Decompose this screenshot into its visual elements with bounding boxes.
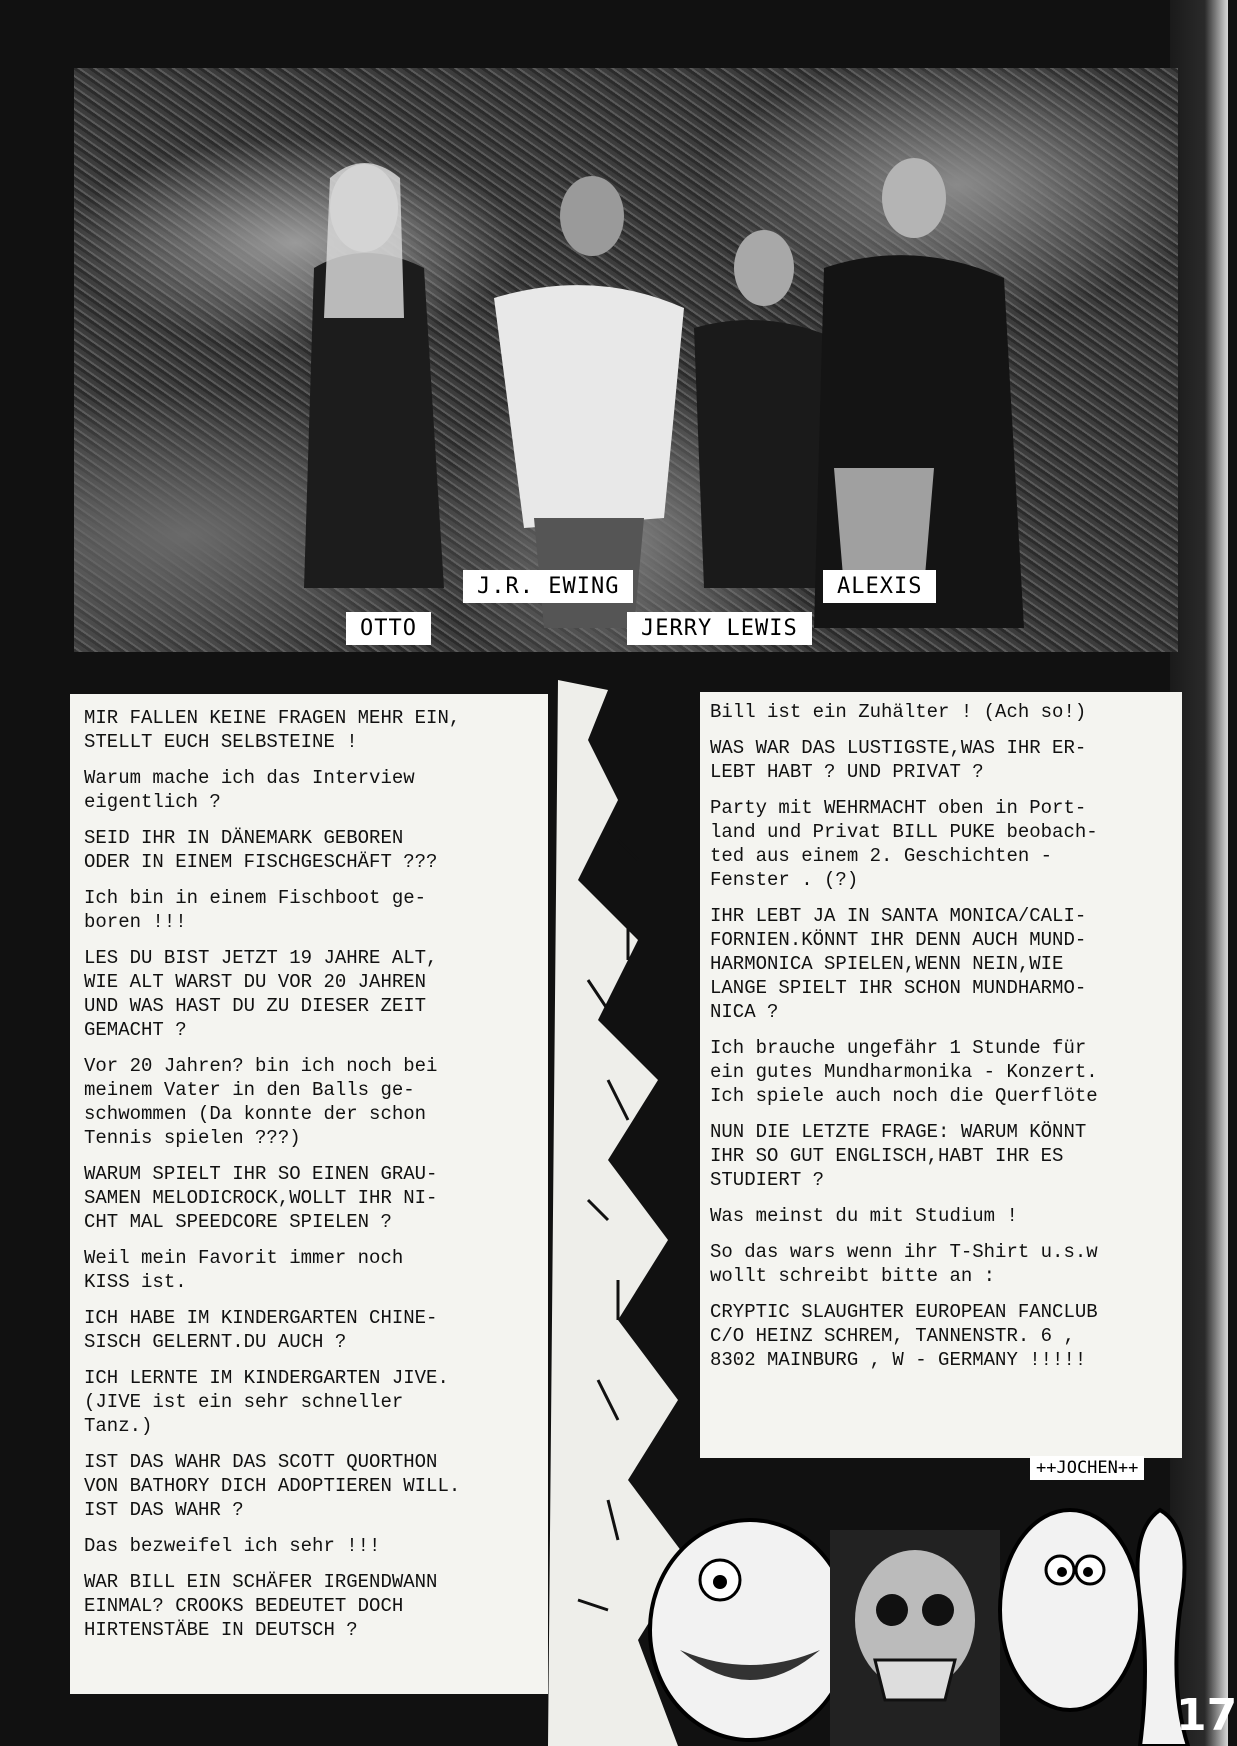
monster-left-icon	[650, 1520, 850, 1740]
interview-line: Das bezweifel ich sehr !!!	[84, 1535, 381, 1557]
interview-line: Vor 20 Jahren? bin ich noch bei meinem Vater in den Balls ge- schwommen (Da konnte der schon Tennis spielen ???)	[84, 1055, 438, 1149]
caption-alexis: ALEXIS	[823, 570, 936, 603]
band-photo-figures	[74, 68, 1178, 652]
caption-otto: OTTO	[346, 612, 431, 645]
interview-line: WAS WAR DAS LUSTIGSTE,WAS IHR ER- LEBT HABT ? UND PRIVAT ?	[710, 737, 1087, 783]
interview-line: Party mit WEHRMACHT oben in Port- land und Privat BILL PUKE beobach- ted aus einem 2. Geschichten - Fenster . (?)	[710, 797, 1098, 891]
interview-line: LES DU BIST JETZT 19 JAHRE ALT, WIE ALT WARST DU VOR 20 JAHREN UND WAS HAST DU ZU DIESER ZEIT GEMACHT ?	[84, 947, 438, 1041]
cartoon-illustration	[640, 1470, 1200, 1746]
caption-jr-ewing: J.R. EWING	[463, 570, 633, 603]
skull-icon	[830, 1530, 1000, 1746]
interview-line: IST DAS WAHR DAS SCOTT QUORTHON VON BATHORY DICH ADOPTIEREN WILL. IST DAS WAHR ?	[84, 1451, 461, 1521]
author-signature: ++JOCHEN++	[1030, 1456, 1144, 1480]
interview-line: Ich bin in einem Fischboot ge- boren !!!	[84, 887, 427, 933]
interview-line: CRYPTIC SLAUGHTER EUROPEAN FANCLUB C/O HEINZ SCHREM, TANNENSTR. 6 , 8302 MAINBURG , W - GERMANY !!!!!	[710, 1301, 1098, 1371]
interview-line: ICH HABE IM KINDERGARTEN CHINE- SISCH GELERNT.DU AUCH ?	[84, 1307, 438, 1353]
interview-line: So das wars wenn ihr T-Shirt u.s.w wollt schreibt bitte an :	[710, 1241, 1098, 1287]
figure-jr-ewing	[494, 176, 684, 628]
caption-jerry-lewis: JERRY LEWIS	[627, 612, 812, 645]
interview-line: Ich brauche ungefähr 1 Stunde für ein gutes Mundharmonika - Konzert. Ich spiele auch noch die Querflöte	[710, 1037, 1098, 1107]
interview-line: WARUM SPIELT IHR SO EINEN GRAU- SAMEN MELODICROCK,WOLLT IHR NI- CHT MAL SPEEDCORE SPIELEN ?	[84, 1163, 438, 1233]
interview-line: WAR BILL EIN SCHÄFER IRGENDWANN EINMAL? CROOKS BEDEUTET DOCH HIRTENSTÄBE IN DEUTSCH ?	[84, 1571, 438, 1641]
figure-otto	[304, 163, 444, 588]
interview-right-column	[700, 692, 1182, 1458]
interview-line: SEID IHR IN DÄNEMARK GEBOREN ODER IN EINEM FISCHGESCHÄFT ???	[84, 827, 438, 873]
page-number: 17	[1176, 1690, 1237, 1741]
interview-line: NUN DIE LETZTE FRAGE: WARUM KÖNNT IHR SO GUT ENGLISCH,HABT IHR ES STUDIERT ?	[710, 1121, 1087, 1191]
figure-alexis	[814, 158, 1024, 628]
interview-line: Weil mein Favorit immer noch KISS ist.	[84, 1247, 404, 1293]
interview-line: Was meinst du mit Studium !	[710, 1205, 1018, 1227]
interview-line: Warum mache ich das Interview eigentlich ?	[84, 767, 415, 813]
monster-right-icon	[1000, 1510, 1140, 1710]
interview-line: Bill ist ein Zuhälter ! (Ach so!)	[710, 701, 1087, 723]
interview-line: MIR FALLEN KEINE FRAGEN MEHR EIN, STELLT EUCH SELBSTEINE !	[84, 707, 461, 753]
band-photo	[74, 68, 1178, 652]
interview-line: ICH LERNTE IM KINDERGARTEN JIVE. (JIVE ist ein sehr schneller Tanz.)	[84, 1367, 449, 1437]
interview-left-column	[70, 694, 548, 1694]
interview-line: IHR LEBT JA IN SANTA MONICA/CALI- FORNIEN.KÖNNT IHR DENN AUCH MUND- HARMONICA SPIELEN,WENN NEIN,WIE LANGE SPIELT IHR SCHON MUNDHARMO- NICA ?	[710, 905, 1087, 1023]
